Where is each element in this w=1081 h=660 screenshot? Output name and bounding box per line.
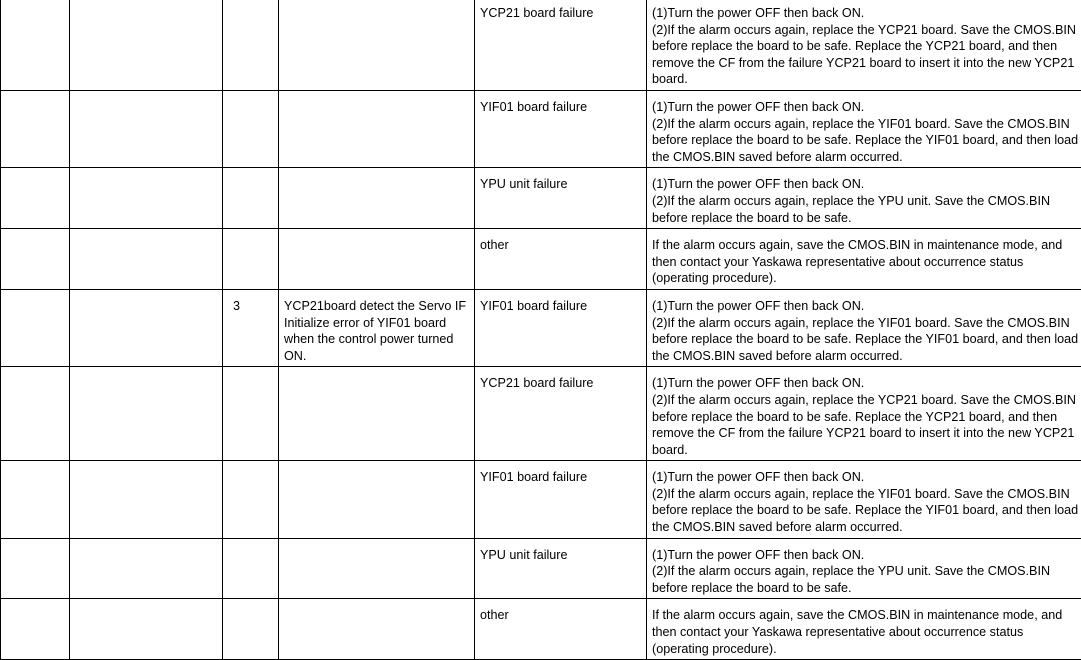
alarm-name-cell xyxy=(70,538,223,599)
sub-code-cell xyxy=(223,599,279,660)
alarm-number-cell xyxy=(1,538,70,599)
meaning-cell xyxy=(279,168,475,229)
meaning-cell xyxy=(279,229,475,290)
remedy-cell: (1)Turn the power OFF then back ON. (2)If the alarm occurs again, replace the YIF01 board. Save the CMOS.BIN before replace the board to be safe. Replace the YIF01 board, and then load the CMOS.BIN saved before alarm occurred. xyxy=(647,91,1081,168)
alarm-name-cell xyxy=(70,367,223,461)
remedy-cell: (1)Turn the power OFF then back ON. (2)If the alarm occurs again, replace the YPU unit. Save the CMOS.BIN before replace the board to be safe. xyxy=(647,168,1081,229)
alarm-number-cell xyxy=(1,229,70,290)
alarm-name-cell xyxy=(70,461,223,538)
table-row xyxy=(1,538,1081,599)
cause-cell: YIF01 board failure xyxy=(475,289,647,366)
sub-code-cell xyxy=(223,91,279,168)
meaning-cell xyxy=(279,538,475,599)
meaning-cell xyxy=(279,367,475,461)
alarm-number-cell xyxy=(1,91,70,168)
table-row xyxy=(1,461,1081,538)
cause-cell: YPU unit failure xyxy=(475,168,647,229)
alarm-number-cell xyxy=(1,367,70,461)
remedy-cell: (1)Turn the power OFF then back ON. (2)If the alarm occurs again, replace the YCP21 board. Save the CMOS.BIN before replace the board to be safe. Replace the YCP21 board, and then remove the CF from the failure YCP21 board to insert it into the new YCP21 board. xyxy=(647,0,1081,91)
sub-code-cell xyxy=(223,168,279,229)
alarm-number-cell xyxy=(1,0,70,91)
alarm-name-cell xyxy=(70,229,223,290)
cause-cell: YIF01 board failure xyxy=(475,461,647,538)
cause-cell: YIF01 board failure xyxy=(475,91,647,168)
remedy-cell: (1)Turn the power OFF then back ON. (2)If the alarm occurs again, replace the YCP21 board. Save the CMOS.BIN before replace the board to be safe. Replace the YCP21 board, and then remove the CF from the failure YCP21 board to insert it into the new YCP21 board. xyxy=(647,367,1081,461)
meaning-cell xyxy=(279,461,475,538)
remedy-cell: If the alarm occurs again, save the CMOS.BIN in maintenance mode, and then contact your Yaskawa representative about occurrence status (operating procedure). xyxy=(647,599,1081,660)
meaning-cell xyxy=(279,0,475,91)
meaning-cell xyxy=(279,91,475,168)
alarm-name-cell xyxy=(70,289,223,366)
sub-code-cell xyxy=(223,229,279,290)
remedy-cell: (1)Turn the power OFF then back ON. (2)If the alarm occurs again, replace the YIF01 board. Save the CMOS.BIN before replace the board to be safe. Replace the YIF01 board, and then load the CMOS.BIN saved before alarm occurred. xyxy=(647,461,1081,538)
cause-cell: YCP21 board failure xyxy=(475,367,647,461)
table-row xyxy=(1,91,1081,168)
sub-code-cell xyxy=(223,538,279,599)
alarm-number-cell xyxy=(1,168,70,229)
sub-code-cell xyxy=(223,461,279,538)
table-row xyxy=(1,289,1081,366)
sub-code-cell xyxy=(223,367,279,461)
alarm-name-cell xyxy=(70,0,223,91)
sub-code-cell xyxy=(223,0,279,91)
sub-code-cell: 3 xyxy=(223,289,279,366)
table-row xyxy=(1,0,1081,91)
table-row xyxy=(1,229,1081,290)
cause-cell: other xyxy=(475,599,647,660)
cause-cell: other xyxy=(475,229,647,290)
alarm-number-cell xyxy=(1,289,70,366)
alarm-name-cell xyxy=(70,599,223,660)
table-row xyxy=(1,168,1081,229)
remedy-cell: (1)Turn the power OFF then back ON. (2)If the alarm occurs again, replace the YPU unit. Save the CMOS.BIN before replace the board to be safe. xyxy=(647,538,1081,599)
cause-cell: YCP21 board failure xyxy=(475,0,647,91)
table-row xyxy=(1,599,1081,660)
meaning-cell: YCP21board detect the Servo IF Initialize error of YIF01 board when the control power turned ON. xyxy=(279,289,475,366)
alarm-name-cell xyxy=(70,168,223,229)
remedy-cell: If the alarm occurs again, save the CMOS.BIN in maintenance mode, and then contact your Yaskawa representative about occurrence status (operating procedure). xyxy=(647,229,1081,290)
meaning-cell xyxy=(279,599,475,660)
alarm-name-cell xyxy=(70,91,223,168)
alarm-number-cell xyxy=(1,599,70,660)
remedy-cell: (1)Turn the power OFF then back ON. (2)If the alarm occurs again, replace the YIF01 board. Save the CMOS.BIN before replace the board to be safe. Replace the YIF01 board, and then load the CMOS.BIN saved before alarm occurred. xyxy=(647,289,1081,366)
alarm-number-cell xyxy=(1,461,70,538)
cause-cell: YPU unit failure xyxy=(475,538,647,599)
table-row xyxy=(1,367,1081,461)
